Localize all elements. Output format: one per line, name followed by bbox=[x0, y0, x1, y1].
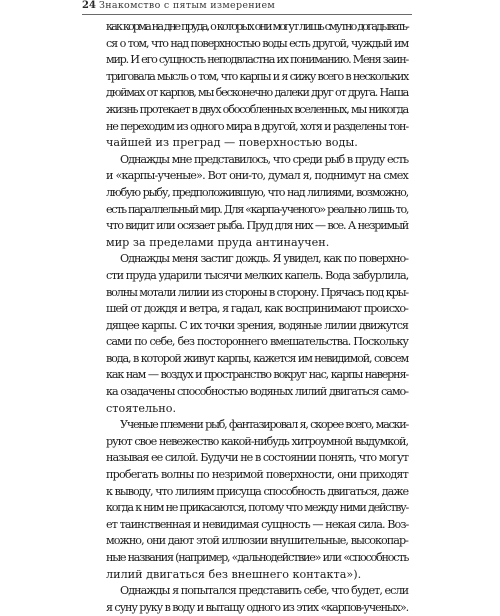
text-line: Однажды меня застиг дождь. Я увидел, как по поверхно- bbox=[120, 252, 408, 266]
text-line: когда к ним не прикасаются, потому что между ними действу- bbox=[106, 501, 408, 515]
text-line: лилий двигаться без внешнего контакта»). bbox=[106, 567, 362, 581]
text-line: мир за пределами пруда антинаучен. bbox=[106, 235, 330, 249]
text-line: волны мотали лилии из стороны в сторону. Прячась под кры- bbox=[106, 285, 408, 299]
text-line: Однажды мне представилось, что среди рыб в пруду есть bbox=[120, 152, 408, 166]
text-line: есть параллельный мир. Для «карпа-ученого» реально лишь то, bbox=[106, 202, 409, 216]
text-line: чайшей из преград — поверхностью воды. bbox=[106, 136, 358, 150]
text-line: ет таинственная и невидимая сущность — некая сила. Воз- bbox=[106, 517, 409, 531]
text-line: к выводу, что лилиям присуща способность двигаться, даже bbox=[106, 484, 408, 498]
text-line: называя ее силой. Будучи не в состоянии понять, что могут bbox=[106, 451, 408, 465]
running-title: Знакомство с пятым измерением bbox=[99, 0, 276, 11]
text-line: дящее карпы. С их точки зрения, водяные лилии движутся bbox=[106, 318, 408, 332]
text-line: сами по себе, без постороннего вмешательства. Поскольку bbox=[106, 335, 408, 349]
text-line: любую рыбу, предположившую, что над лилиями, возможно, bbox=[106, 185, 408, 199]
text-line: руют свое невежество какой-нибудь хитроумной выдумкой, bbox=[106, 434, 408, 448]
text-line: сти пруда ударили тысячи мелких капель. Вода забурлила, bbox=[106, 268, 409, 282]
text-line: я суну руку в воду и вытащу одного из этих «карпов-ученых». bbox=[106, 600, 408, 614]
text-line: как нам — воздух и пространство вокруг нас, карпы наверня- bbox=[106, 368, 408, 382]
text-line: можно, они дают этой иллюзии внушительные, высокопар- bbox=[106, 534, 408, 548]
text-line: пробегать волны по незримой поверхности, они приходят bbox=[106, 468, 408, 482]
text-line: ся о том, что над поверхностью воды есть другой, чуждый им bbox=[106, 36, 408, 50]
text-line: как корма на дне пруда, о которых они могут лишь смутно догадывать- bbox=[106, 20, 408, 33]
text-line: шей от дождя и ветра, я гадал, как воспринимают происхо- bbox=[106, 302, 408, 316]
text-line: ные названия (например, «дальнодействие» или «способность bbox=[106, 551, 409, 564]
text-line: Ученые племени рыб, фантазировал я, скорее всего, маски- bbox=[120, 418, 408, 432]
text-line: и «карпы-ученые». Вот они-то, думал я, поднимут на смех bbox=[106, 169, 408, 183]
text-line: не переходим из одного мира в другой, хотя и разделены тон- bbox=[106, 119, 408, 133]
text-line: ка озадачены способностью водяных лилий двигаться само- bbox=[106, 385, 408, 399]
text-line: мир. И его сущность неподвластна их пониманию. Меня заин- bbox=[106, 53, 408, 67]
text-line: жизнь протекает в двух обособленных вселенных, мы никогда bbox=[106, 102, 408, 116]
text-line: стоятельно. bbox=[106, 401, 177, 415]
running-header bbox=[82, 0, 412, 15]
page-number: 24 bbox=[82, 0, 96, 11]
text-line: вода, в которой живут карпы, кажется им невидимой, совсем bbox=[106, 351, 408, 365]
text-line: что видит или осязает рыба. Пруд для них — все. А незримый bbox=[106, 219, 408, 233]
text-line: дюймах от карпов, мы бесконечно далеки друг от друга. Наша bbox=[106, 86, 408, 100]
body-text bbox=[106, 19, 408, 616]
text-line: Однажды я попытался представить себе, что будет, если bbox=[120, 584, 409, 598]
text-line: триговала мысль о том, что карпы и я сижу всего в нескольких bbox=[106, 69, 408, 83]
